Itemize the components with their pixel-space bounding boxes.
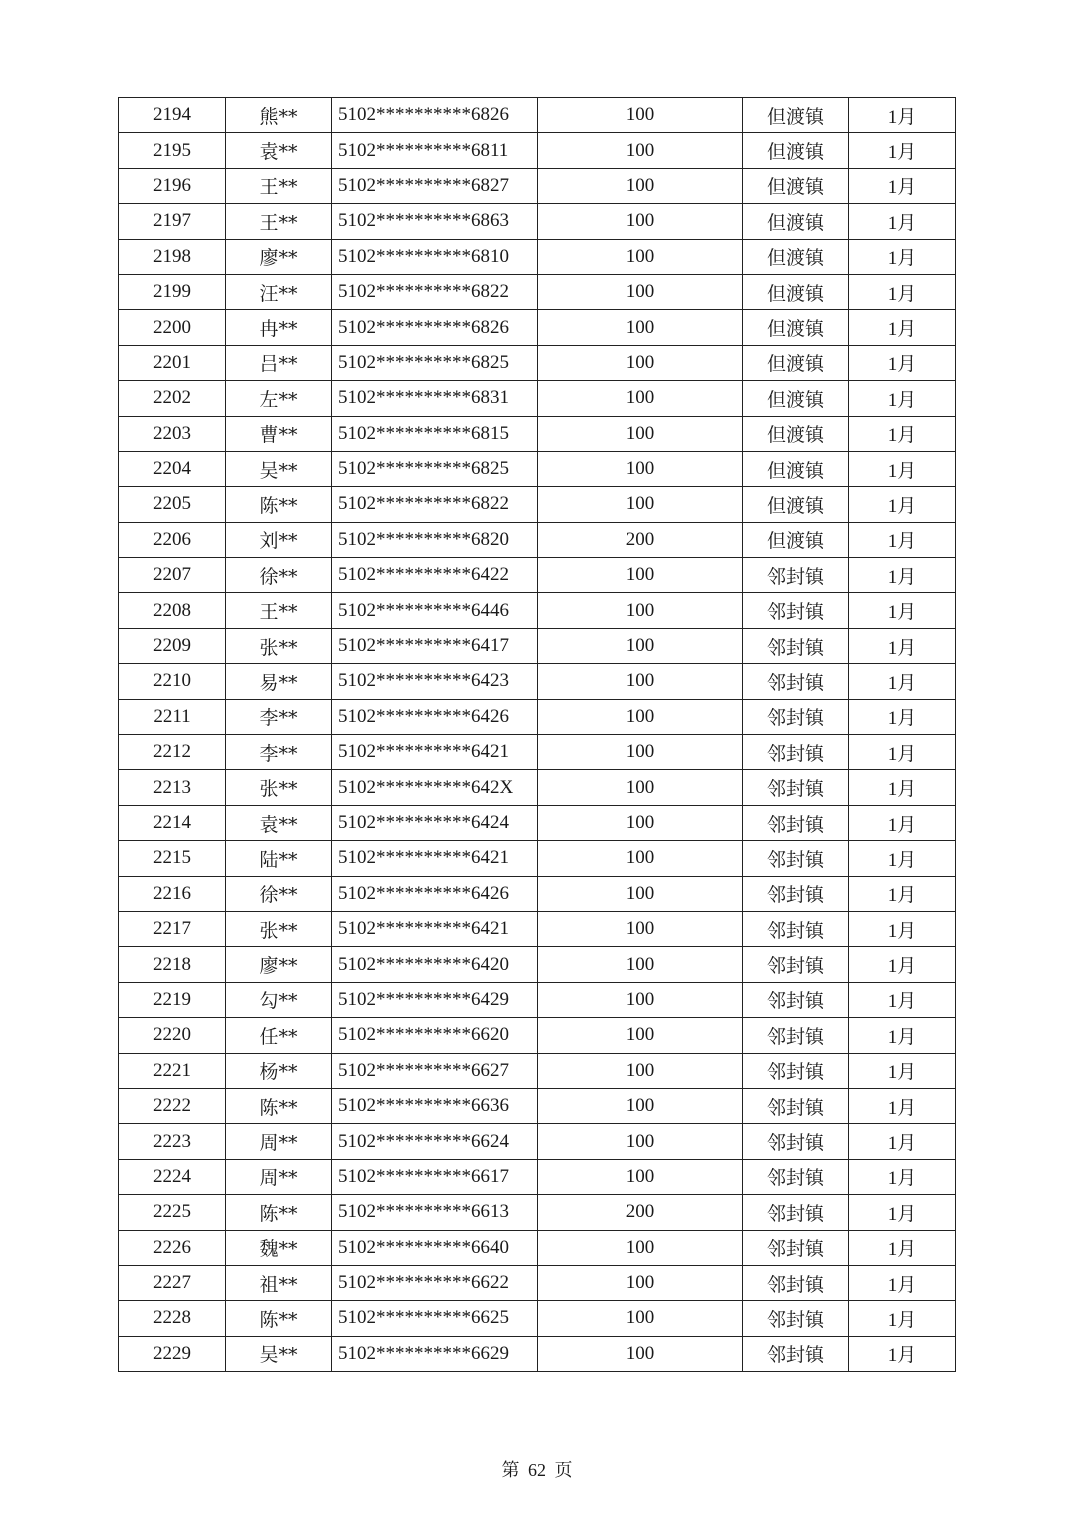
id-number-cell: 5102**********6825 <box>332 451 538 486</box>
name-cell: 勾** <box>226 982 332 1017</box>
name-cell: 王** <box>226 168 332 203</box>
amount-cell: 100 <box>538 735 743 770</box>
town-cell: 邻封镇 <box>743 947 849 982</box>
month-cell: 1月 <box>849 805 956 840</box>
id-number-cell: 5102**********6446 <box>332 593 538 628</box>
id-number-cell: 5102**********6831 <box>332 381 538 416</box>
amount-cell: 100 <box>538 1265 743 1300</box>
name-cell: 廖** <box>226 947 332 982</box>
table-row <box>119 911 956 946</box>
id-number-cell: 5102**********6624 <box>332 1124 538 1159</box>
month-cell: 1月 <box>849 1018 956 1053</box>
id-number-cell: 5102**********6420 <box>332 947 538 982</box>
table-row <box>119 204 956 239</box>
amount-cell: 100 <box>538 204 743 239</box>
table-row <box>119 522 956 557</box>
month-cell: 1月 <box>849 133 956 168</box>
id-number-cell: 5102**********6424 <box>332 805 538 840</box>
month-cell: 1月 <box>849 911 956 946</box>
table-row <box>119 593 956 628</box>
amount-cell: 100 <box>538 947 743 982</box>
amount-cell: 100 <box>538 381 743 416</box>
id-number-cell: 5102**********6825 <box>332 345 538 380</box>
month-cell: 1月 <box>849 204 956 239</box>
town-cell: 但渡镇 <box>743 274 849 309</box>
id-number-cell: 5102**********6826 <box>332 310 538 345</box>
seq-cell: 2211 <box>119 699 226 734</box>
data-table <box>118 97 956 1372</box>
name-cell: 吕** <box>226 345 332 380</box>
month-cell: 1月 <box>849 1230 956 1265</box>
month-cell: 1月 <box>849 487 956 522</box>
amount-cell: 100 <box>538 98 743 133</box>
seq-cell: 2202 <box>119 381 226 416</box>
town-cell: 邻封镇 <box>743 1195 849 1230</box>
name-cell: 陆** <box>226 841 332 876</box>
town-cell: 邻封镇 <box>743 735 849 770</box>
seq-cell: 2194 <box>119 98 226 133</box>
name-cell: 徐** <box>226 558 332 593</box>
seq-cell: 2207 <box>119 558 226 593</box>
town-cell: 邻封镇 <box>743 1301 849 1336</box>
amount-cell: 100 <box>538 876 743 911</box>
amount-cell: 100 <box>538 239 743 274</box>
seq-cell: 2200 <box>119 310 226 345</box>
table-row <box>119 133 956 168</box>
month-cell: 1月 <box>849 274 956 309</box>
month-cell: 1月 <box>849 699 956 734</box>
id-number-cell: 5102**********6421 <box>332 735 538 770</box>
town-cell: 但渡镇 <box>743 522 849 557</box>
month-cell: 1月 <box>849 522 956 557</box>
seq-cell: 2216 <box>119 876 226 911</box>
id-number-cell: 5102**********6811 <box>332 133 538 168</box>
name-cell: 李** <box>226 735 332 770</box>
table-row <box>119 947 956 982</box>
id-number-cell: 5102**********6822 <box>332 274 538 309</box>
month-cell: 1月 <box>849 345 956 380</box>
id-number-cell: 5102**********642X <box>332 770 538 805</box>
table-row <box>119 841 956 876</box>
month-cell: 1月 <box>849 381 956 416</box>
table-row <box>119 274 956 309</box>
town-cell: 但渡镇 <box>743 98 849 133</box>
seq-cell: 2199 <box>119 274 226 309</box>
amount-cell: 100 <box>538 310 743 345</box>
month-cell: 1月 <box>849 98 956 133</box>
town-cell: 但渡镇 <box>743 487 849 522</box>
table-row <box>119 381 956 416</box>
id-number-cell: 5102**********6636 <box>332 1088 538 1123</box>
table-row <box>119 628 956 663</box>
month-cell: 1月 <box>849 876 956 911</box>
seq-cell: 2214 <box>119 805 226 840</box>
town-cell: 邻封镇 <box>743 911 849 946</box>
id-number-cell: 5102**********6863 <box>332 204 538 239</box>
seq-cell: 2219 <box>119 982 226 1017</box>
month-cell: 1月 <box>849 239 956 274</box>
town-cell: 邻封镇 <box>743 1159 849 1194</box>
seq-cell: 2223 <box>119 1124 226 1159</box>
month-cell: 1月 <box>849 947 956 982</box>
amount-cell: 100 <box>538 1159 743 1194</box>
seq-cell: 2225 <box>119 1195 226 1230</box>
name-cell: 王** <box>226 204 332 239</box>
table-body <box>119 98 956 1372</box>
amount-cell: 100 <box>538 805 743 840</box>
month-cell: 1月 <box>849 982 956 1017</box>
town-cell: 但渡镇 <box>743 168 849 203</box>
amount-cell: 100 <box>538 1018 743 1053</box>
town-cell: 邻封镇 <box>743 982 849 1017</box>
page-number: 第 62 页 <box>501 1460 573 1480</box>
town-cell: 邻封镇 <box>743 664 849 699</box>
id-number-cell: 5102**********6810 <box>332 239 538 274</box>
id-number-cell: 5102**********6423 <box>332 664 538 699</box>
name-cell: 汪** <box>226 274 332 309</box>
id-number-cell: 5102**********6815 <box>332 416 538 451</box>
name-cell: 魏** <box>226 1230 332 1265</box>
town-cell: 但渡镇 <box>743 345 849 380</box>
town-cell: 但渡镇 <box>743 133 849 168</box>
table-row <box>119 558 956 593</box>
town-cell: 但渡镇 <box>743 416 849 451</box>
month-cell: 1月 <box>849 628 956 663</box>
table-row <box>119 168 956 203</box>
name-cell: 易** <box>226 664 332 699</box>
table-row <box>119 345 956 380</box>
id-number-cell: 5102**********6426 <box>332 699 538 734</box>
town-cell: 邻封镇 <box>743 593 849 628</box>
name-cell: 张** <box>226 770 332 805</box>
seq-cell: 2229 <box>119 1336 226 1371</box>
month-cell: 1月 <box>849 416 956 451</box>
seq-cell: 2197 <box>119 204 226 239</box>
table-row <box>119 735 956 770</box>
table-row <box>119 487 956 522</box>
seq-cell: 2203 <box>119 416 226 451</box>
id-number-cell: 5102**********6640 <box>332 1230 538 1265</box>
name-cell: 陈** <box>226 1088 332 1123</box>
amount-cell: 100 <box>538 1088 743 1123</box>
name-cell: 祖** <box>226 1265 332 1300</box>
amount-cell: 100 <box>538 699 743 734</box>
name-cell: 袁** <box>226 805 332 840</box>
month-cell: 1月 <box>849 593 956 628</box>
town-cell: 邻封镇 <box>743 1336 849 1371</box>
seq-cell: 2228 <box>119 1301 226 1336</box>
seq-cell: 2226 <box>119 1230 226 1265</box>
month-cell: 1月 <box>849 1053 956 1088</box>
month-cell: 1月 <box>849 1265 956 1300</box>
month-cell: 1月 <box>849 1336 956 1371</box>
seq-cell: 2195 <box>119 133 226 168</box>
seq-cell: 2218 <box>119 947 226 982</box>
seq-cell: 2227 <box>119 1265 226 1300</box>
amount-cell: 100 <box>538 345 743 380</box>
town-cell: 邻封镇 <box>743 628 849 663</box>
table-row <box>119 1301 956 1336</box>
month-cell: 1月 <box>849 735 956 770</box>
seq-cell: 2198 <box>119 239 226 274</box>
town-cell: 邻封镇 <box>743 1124 849 1159</box>
month-cell: 1月 <box>849 310 956 345</box>
amount-cell: 100 <box>538 1301 743 1336</box>
table-row <box>119 876 956 911</box>
town-cell: 邻封镇 <box>743 876 849 911</box>
amount-cell: 100 <box>538 770 743 805</box>
month-cell: 1月 <box>849 841 956 876</box>
town-cell: 邻封镇 <box>743 699 849 734</box>
id-number-cell: 5102**********6429 <box>332 982 538 1017</box>
seq-cell: 2201 <box>119 345 226 380</box>
month-cell: 1月 <box>849 770 956 805</box>
amount-cell: 200 <box>538 522 743 557</box>
seq-cell: 2215 <box>119 841 226 876</box>
id-number-cell: 5102**********6629 <box>332 1336 538 1371</box>
amount-cell: 100 <box>538 664 743 699</box>
amount-cell: 100 <box>538 1230 743 1265</box>
name-cell: 刘** <box>226 522 332 557</box>
table-row <box>119 770 956 805</box>
seq-cell: 2212 <box>119 735 226 770</box>
amount-cell: 100 <box>538 168 743 203</box>
amount-cell: 100 <box>538 558 743 593</box>
table-row <box>119 982 956 1017</box>
table-row <box>119 1265 956 1300</box>
amount-cell: 100 <box>538 451 743 486</box>
amount-cell: 100 <box>538 133 743 168</box>
table-row <box>119 1230 956 1265</box>
seq-cell: 2208 <box>119 593 226 628</box>
town-cell: 邻封镇 <box>743 770 849 805</box>
town-cell: 邻封镇 <box>743 1053 849 1088</box>
table-row <box>119 1053 956 1088</box>
amount-cell: 100 <box>538 593 743 628</box>
month-cell: 1月 <box>849 558 956 593</box>
name-cell: 徐** <box>226 876 332 911</box>
name-cell: 曹** <box>226 416 332 451</box>
table-row <box>119 1195 956 1230</box>
town-cell: 但渡镇 <box>743 239 849 274</box>
seq-cell: 2221 <box>119 1053 226 1088</box>
name-cell: 冉** <box>226 310 332 345</box>
table-row <box>119 1336 956 1371</box>
id-number-cell: 5102**********6417 <box>332 628 538 663</box>
name-cell: 熊** <box>226 98 332 133</box>
seq-cell: 2213 <box>119 770 226 805</box>
seq-cell: 2217 <box>119 911 226 946</box>
seq-cell: 2205 <box>119 487 226 522</box>
amount-cell: 100 <box>538 1124 743 1159</box>
town-cell: 邻封镇 <box>743 1018 849 1053</box>
id-number-cell: 5102**********6426 <box>332 876 538 911</box>
town-cell: 但渡镇 <box>743 204 849 239</box>
amount-cell: 100 <box>538 487 743 522</box>
id-number-cell: 5102**********6822 <box>332 487 538 522</box>
month-cell: 1月 <box>849 1088 956 1123</box>
id-number-cell: 5102**********6622 <box>332 1265 538 1300</box>
amount-cell: 100 <box>538 1053 743 1088</box>
name-cell: 袁** <box>226 133 332 168</box>
amount-cell: 100 <box>538 841 743 876</box>
table-row <box>119 699 956 734</box>
table-row <box>119 239 956 274</box>
name-cell: 张** <box>226 628 332 663</box>
name-cell: 任** <box>226 1018 332 1053</box>
table-row <box>119 98 956 133</box>
id-number-cell: 5102**********6421 <box>332 841 538 876</box>
id-number-cell: 5102**********6620 <box>332 1018 538 1053</box>
table-row <box>119 416 956 451</box>
town-cell: 邻封镇 <box>743 1088 849 1123</box>
table-row <box>119 664 956 699</box>
town-cell: 邻封镇 <box>743 1265 849 1300</box>
id-number-cell: 5102**********6625 <box>332 1301 538 1336</box>
name-cell: 杨** <box>226 1053 332 1088</box>
table-row <box>119 1159 956 1194</box>
town-cell: 邻封镇 <box>743 805 849 840</box>
amount-cell: 100 <box>538 274 743 309</box>
town-cell: 邻封镇 <box>743 558 849 593</box>
seq-cell: 2196 <box>119 168 226 203</box>
amount-cell: 100 <box>538 416 743 451</box>
month-cell: 1月 <box>849 664 956 699</box>
name-cell: 周** <box>226 1124 332 1159</box>
name-cell: 吴** <box>226 451 332 486</box>
amount-cell: 200 <box>538 1195 743 1230</box>
amount-cell: 100 <box>538 982 743 1017</box>
id-number-cell: 5102**********6820 <box>332 522 538 557</box>
seq-cell: 2210 <box>119 664 226 699</box>
id-number-cell: 5102**********6613 <box>332 1195 538 1230</box>
name-cell: 左** <box>226 381 332 416</box>
table-row <box>119 1124 956 1159</box>
name-cell: 吴** <box>226 1336 332 1371</box>
id-number-cell: 5102**********6617 <box>332 1159 538 1194</box>
amount-cell: 100 <box>538 628 743 663</box>
table-row <box>119 1018 956 1053</box>
table-row <box>119 1088 956 1123</box>
id-number-cell: 5102**********6827 <box>332 168 538 203</box>
amount-cell: 100 <box>538 1336 743 1371</box>
town-cell: 邻封镇 <box>743 1230 849 1265</box>
id-number-cell: 5102**********6627 <box>332 1053 538 1088</box>
month-cell: 1月 <box>849 451 956 486</box>
id-number-cell: 5102**********6421 <box>332 911 538 946</box>
table-row <box>119 451 956 486</box>
town-cell: 但渡镇 <box>743 451 849 486</box>
amount-cell: 100 <box>538 911 743 946</box>
seq-cell: 2204 <box>119 451 226 486</box>
name-cell: 李** <box>226 699 332 734</box>
name-cell: 张** <box>226 911 332 946</box>
seq-cell: 2220 <box>119 1018 226 1053</box>
seq-cell: 2224 <box>119 1159 226 1194</box>
name-cell: 陈** <box>226 1195 332 1230</box>
table-row <box>119 805 956 840</box>
month-cell: 1月 <box>849 168 956 203</box>
name-cell: 廖** <box>226 239 332 274</box>
seq-cell: 2209 <box>119 628 226 663</box>
month-cell: 1月 <box>849 1159 956 1194</box>
town-cell: 但渡镇 <box>743 381 849 416</box>
seq-cell: 2206 <box>119 522 226 557</box>
id-number-cell: 5102**********6422 <box>332 558 538 593</box>
table-row <box>119 310 956 345</box>
name-cell: 王** <box>226 593 332 628</box>
town-cell: 但渡镇 <box>743 310 849 345</box>
id-number-cell: 5102**********6826 <box>332 98 538 133</box>
name-cell: 周** <box>226 1159 332 1194</box>
name-cell: 陈** <box>226 487 332 522</box>
month-cell: 1月 <box>849 1195 956 1230</box>
month-cell: 1月 <box>849 1301 956 1336</box>
name-cell: 陈** <box>226 1301 332 1336</box>
month-cell: 1月 <box>849 1124 956 1159</box>
town-cell: 邻封镇 <box>743 841 849 876</box>
seq-cell: 2222 <box>119 1088 226 1123</box>
